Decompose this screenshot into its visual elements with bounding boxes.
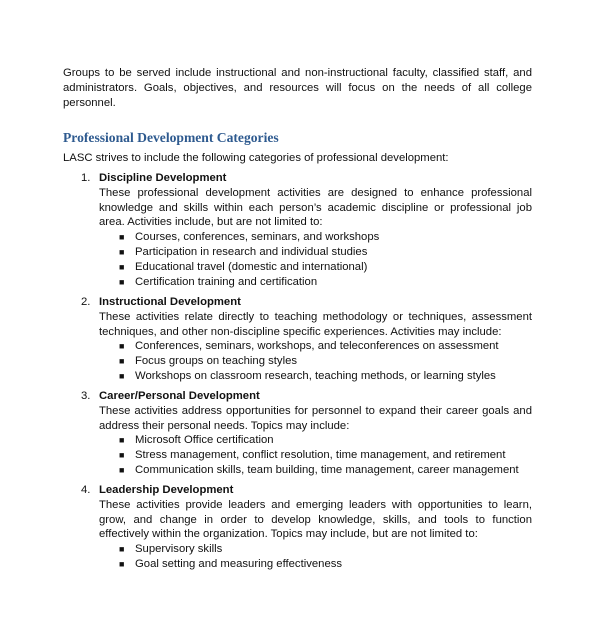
category-description: These professional development activities are designed to enhance professional knowledge and skills within each person’s academic discipline or professional job area. Activities include, but are not limited to:: [99, 186, 532, 229]
bullet-icon: ■: [119, 356, 125, 367]
category-number: 2.: [81, 296, 91, 308]
category-bullet-list: [0, 433, 600, 477]
category-bullet-list: [0, 339, 600, 383]
bullet-icon: ■: [119, 558, 125, 569]
category-description: These activities address opportunities for personnel to expand their career goals and address their personal needs. Topics may include:: [99, 404, 532, 432]
bullet-icon: ■: [119, 370, 125, 381]
bullet-item: ■ Stress management, conflict resolution, time management, and retirement: [119, 449, 506, 462]
category-number: 1.: [81, 172, 91, 184]
bullet-item: ■ Workshops on classroom research, teaching methods, or learning styles: [119, 369, 496, 382]
bullet-icon: ■: [119, 341, 125, 352]
category-title: Leadership Development: [99, 484, 234, 496]
bullet-icon: ■: [119, 435, 125, 446]
bullet-icon: ■: [119, 544, 125, 555]
section-heading: Professional Development Categories: [63, 130, 279, 145]
bullet-item: ■ Courses, conferences, seminars, and workshops: [119, 231, 380, 244]
bullet-item: ■ Certification training and certification: [119, 275, 318, 288]
bullet-item: ■ Goal setting and measuring effectiveness: [119, 557, 343, 570]
bullet-icon: ■: [119, 464, 125, 475]
category-number: 4.: [81, 484, 91, 496]
category-title: Discipline Development: [99, 172, 227, 184]
category-title: Career/Personal Development: [99, 390, 260, 402]
bullet-item: ■ Conferences, seminars, workshops, and teleconferences on assessment: [119, 340, 499, 353]
lead-sentence: LASC strives to include the following categories of professional development:: [63, 152, 449, 164]
bullet-item: ■ Educational travel (domestic and international): [119, 260, 368, 273]
bullet-icon: ■: [119, 246, 125, 257]
category-description: These activities provide leaders and emerging leaders with opportunities to learn, grow, and change in order to develop knowledge, skills, and tools to function effectively within the organization. Topics may include, but are not limited to:: [99, 498, 532, 541]
category-title: Instructional Development: [99, 296, 241, 308]
intro-paragraph: Groups to be served include instructional and non-instructional faculty, classified staff, and administrators. Goals, objectives, and resources will focus on the needs of all college personnel.: [63, 67, 532, 109]
category-number: 3.: [81, 390, 91, 402]
bullet-item: ■ Supervisory skills: [119, 543, 223, 556]
category-bullet-list: [0, 542, 600, 572]
category-bullet-list: [0, 230, 600, 289]
bullet-item: ■ Participation in research and individual studies: [119, 245, 368, 258]
bullet-icon: ■: [119, 261, 125, 272]
bullet-icon: ■: [119, 232, 125, 243]
bullet-item: ■ Focus groups on teaching styles: [119, 355, 298, 368]
bullet-item: ■ Microsoft Office certification: [119, 434, 274, 447]
bullet-icon: ■: [119, 450, 125, 461]
bullet-icon: ■: [119, 276, 125, 287]
bullet-item: ■ Communication skills, team building, time management, career management: [119, 463, 519, 476]
category-description: These activities relate directly to teaching methodology or techniques, assessment techniques, and other non-discipline specific experiences. Activities may include:: [99, 310, 532, 338]
